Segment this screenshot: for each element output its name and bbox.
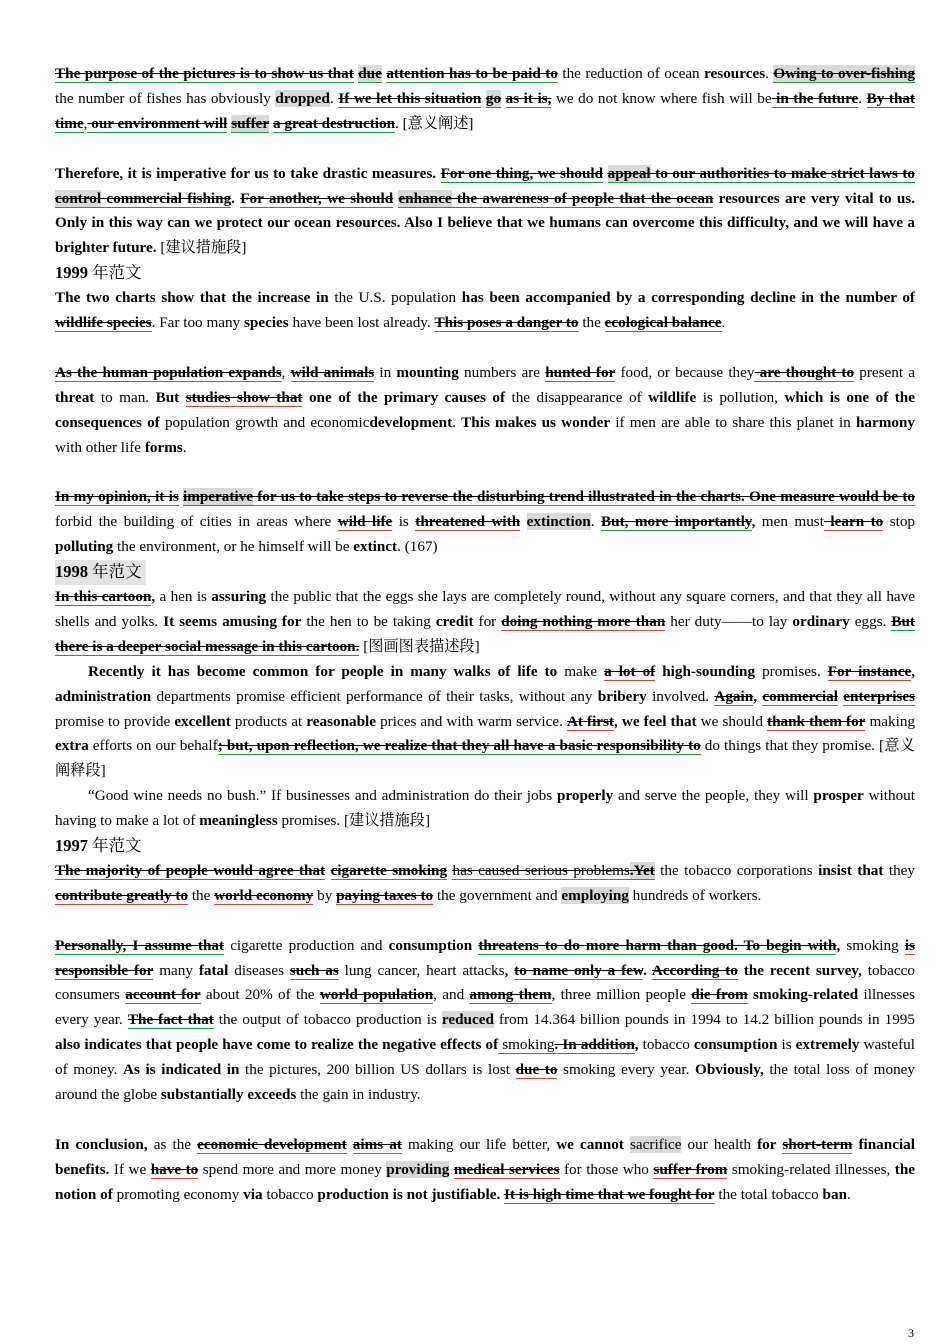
text-span: is xyxy=(392,513,416,531)
text-span: credit xyxy=(435,612,474,630)
text-span: consumption xyxy=(693,1036,778,1054)
text-span: has been accompanied by a corresponding decline in the number of xyxy=(461,289,915,307)
paragraph-conclusion xyxy=(55,1133,915,1208)
heading-year: 1999 xyxy=(55,263,88,283)
text-span: population growth and economic xyxy=(159,413,370,431)
heading-label: 年范文 xyxy=(92,836,142,856)
text-span: short-term xyxy=(782,1135,853,1153)
text-span: due xyxy=(358,65,382,82)
text-span: in the future xyxy=(771,89,859,107)
paragraph-tobacco-harm xyxy=(55,934,915,1108)
text-span: our environment will xyxy=(87,114,228,132)
text-span: Therefore, it is imperative for us to take drastic measures. xyxy=(55,164,441,182)
text-span: hunted for xyxy=(545,363,616,381)
text-span: , xyxy=(281,363,291,381)
text-span: , xyxy=(504,961,515,979)
heading-label: 年范文 xyxy=(92,562,142,582)
text-span: also indicates that people have come to realize the negative effects of xyxy=(55,1036,499,1054)
text-span: . xyxy=(765,65,774,82)
text-span: suffer xyxy=(231,114,270,132)
text-span: thank them for xyxy=(767,712,866,730)
text-span: tobacco consumers xyxy=(55,961,915,1004)
text-span: the total loss of money around the globe xyxy=(55,1061,916,1104)
text-span: In conclusion, xyxy=(55,1135,148,1153)
text-span: stop xyxy=(883,513,916,531)
text-span: . xyxy=(452,413,462,431)
text-span: reasonable xyxy=(306,712,377,730)
text-span: for xyxy=(473,612,502,630)
text-span: extinction xyxy=(526,513,591,531)
text-span: the awareness of people that the ocean xyxy=(451,189,714,207)
document-page xyxy=(55,62,915,1208)
text-span: enhance xyxy=(398,189,452,207)
text-span: forbid the building of cities in areas where xyxy=(55,513,338,531)
text-span: to our authorities to make strict laws to xyxy=(650,164,916,182)
text-span: contribute greatly to xyxy=(55,886,189,904)
text-span: diseases xyxy=(228,961,290,979)
section-tag: [意义阐述] xyxy=(402,114,474,132)
text-span: . In addition xyxy=(554,1036,635,1054)
text-span: prices and with warm service. xyxy=(376,712,567,730)
text-span: the U.S. population xyxy=(328,289,462,307)
text-span: It seems amusing for xyxy=(163,612,302,630)
paragraph-ocean-meaning xyxy=(55,62,915,137)
text-span: die from xyxy=(691,986,748,1004)
text-span: The fact that xyxy=(127,1011,214,1029)
text-span: paying taxes to xyxy=(336,886,434,904)
paragraph-tobacco-intro xyxy=(55,859,915,909)
text-span: commercial xyxy=(762,687,838,705)
text-span: employing xyxy=(561,886,629,904)
text-span: men must xyxy=(755,513,824,531)
text-span: But there is a deeper social message in this cartoon. xyxy=(55,612,915,655)
text-span: wild animals xyxy=(290,363,375,381)
text-span: make xyxy=(557,662,605,680)
text-span: It is high time that we fought for xyxy=(504,1185,715,1203)
text-span: the recent survey, xyxy=(737,961,862,979)
text-span: , and xyxy=(433,986,470,1004)
text-span: enterprises xyxy=(843,687,915,705)
text-span: consumption xyxy=(388,936,473,954)
heading-year: 1997 xyxy=(55,836,88,856)
text-span: we cannot xyxy=(556,1135,631,1153)
text-span: commercial fishing xyxy=(101,189,232,207)
text-span: resources are very vital to us. Only in this way can we protect our ocean resources. Also I believe that we humans can overcome this difficulty, and we will have a brighter future. xyxy=(55,189,915,257)
text-span: economic development xyxy=(197,1135,347,1153)
text-span: the gain in industry. xyxy=(296,1086,421,1104)
text-span: extinct xyxy=(353,538,398,556)
text-span: account for xyxy=(125,986,201,1004)
text-span: control xyxy=(55,189,102,207)
text-span: . xyxy=(847,1185,851,1203)
text-span: sacrifice xyxy=(630,1135,682,1153)
text-span: species xyxy=(244,314,289,332)
text-span: administration xyxy=(55,687,152,705)
text-span: . xyxy=(590,513,601,531)
text-span: with other life xyxy=(55,438,145,456)
text-span: many xyxy=(153,961,199,979)
text-span: the xyxy=(188,886,215,904)
text-span: resources xyxy=(704,65,766,82)
text-span: But, more importantly xyxy=(601,513,752,531)
text-span: Again xyxy=(714,687,754,705)
text-span: have to xyxy=(150,1160,199,1178)
text-span: , three million people xyxy=(551,986,692,1004)
text-span: is pollution, xyxy=(696,388,785,406)
text-span: food, or because they xyxy=(615,363,755,381)
text-span: The two charts show that the increase in xyxy=(55,289,329,307)
text-span: mounting xyxy=(396,363,459,381)
text-span: threatens to do more harm than good. To begin with xyxy=(478,936,837,954)
text-span: , we feel that xyxy=(614,712,697,730)
text-span: involved. xyxy=(646,687,715,705)
text-span: the xyxy=(578,314,605,332)
text-span: appeal xyxy=(607,164,651,182)
text-span: as the xyxy=(147,1135,198,1153)
text-span: cigarette smoking xyxy=(330,861,448,879)
paragraph-charts xyxy=(55,286,915,336)
text-span: the disappearance of xyxy=(505,388,649,406)
text-span: we should xyxy=(696,712,768,730)
text-span: ordinary xyxy=(792,612,850,630)
text-span: threat xyxy=(55,388,95,406)
text-span: . xyxy=(721,314,726,332)
text-span: tobacco xyxy=(262,1185,318,1203)
text-span: meaningless xyxy=(199,812,278,830)
text-span: imperative xyxy=(182,488,253,506)
text-span: one of the primary causes of xyxy=(302,388,505,406)
text-span: By that time xyxy=(55,89,916,132)
text-span: about 20% of the xyxy=(200,986,320,1004)
text-span: our health xyxy=(681,1135,758,1153)
text-span: As the human population expands xyxy=(55,363,282,381)
text-span: properly xyxy=(556,787,614,805)
section-tag: [意义阐释段] xyxy=(55,737,915,780)
text-span: In my opinion, it is xyxy=(55,488,179,506)
text-span: According to xyxy=(651,961,738,979)
text-span: is responsible for xyxy=(55,936,915,979)
text-span: attention has to be paid to xyxy=(386,65,558,82)
text-span: fatal xyxy=(198,961,229,979)
text-span: smoking xyxy=(498,1036,555,1054)
heading-1998 xyxy=(55,560,146,585)
text-span: numbers are xyxy=(458,363,546,381)
heading-label: 年范文 xyxy=(92,263,142,283)
text-span: the output of tobacco production is xyxy=(213,1011,442,1029)
text-span: the number of fishes has obviously xyxy=(55,89,276,107)
text-span: . xyxy=(329,89,339,107)
text-span: providing xyxy=(386,1160,450,1178)
text-span: . xyxy=(395,114,403,132)
text-span: efforts on our behalf xyxy=(88,737,218,755)
text-span: they xyxy=(883,861,916,879)
text-span: in xyxy=(374,363,397,381)
text-span: and serve the people, they will xyxy=(613,787,814,805)
text-span: wild life xyxy=(337,513,393,531)
text-span: the government and xyxy=(433,886,562,904)
text-span: such as xyxy=(289,961,339,979)
text-span: products at xyxy=(230,712,307,730)
heading-1999 xyxy=(55,261,142,286)
text-span: .Yet xyxy=(629,861,655,879)
section-tag: [建议措施段] xyxy=(343,812,431,830)
paragraph-cartoon xyxy=(55,585,915,660)
text-span: is xyxy=(777,1036,796,1054)
text-span: illnesses every year. xyxy=(55,986,915,1029)
text-span: the notion of xyxy=(55,1160,916,1203)
text-span: This makes us wonder xyxy=(461,413,611,431)
text-span: This poses a danger to xyxy=(434,314,579,332)
text-span: , xyxy=(634,1036,639,1054)
text-span: But xyxy=(155,388,186,406)
text-span: without having to make a lot of xyxy=(55,787,915,830)
text-span: bribery xyxy=(597,687,647,705)
text-span: The majority of people would agree that xyxy=(55,861,326,879)
text-span: . xyxy=(643,961,652,979)
text-span: If we xyxy=(109,1160,151,1178)
text-span: . xyxy=(858,89,867,107)
paragraph-ocean-measures xyxy=(55,162,915,262)
text-span: learn to xyxy=(823,513,884,531)
text-span: . xyxy=(231,189,241,207)
text-span: has caused serious problems xyxy=(452,861,630,879)
text-span: due to xyxy=(515,1061,558,1079)
text-span: ecological balance xyxy=(604,314,722,332)
text-span: smoking xyxy=(840,936,905,954)
text-span: aims at xyxy=(352,1135,402,1153)
text-span: a hen is xyxy=(155,587,212,605)
text-span: , xyxy=(151,587,156,605)
paragraph-opinion xyxy=(55,485,915,560)
text-span: cigarette production and xyxy=(224,936,389,954)
text-span: studies show that xyxy=(185,388,303,406)
text-span: The purpose of the pictures is to show us that xyxy=(55,65,354,82)
text-span: if men are able to share this planet in xyxy=(610,413,856,431)
text-span: , xyxy=(911,662,916,680)
text-span: go xyxy=(485,89,502,107)
text-span: In this cartoon xyxy=(55,587,152,605)
text-span: eggs. xyxy=(849,612,892,630)
text-span: the tobacco corporations xyxy=(654,861,819,879)
text-span: Owing to over-fishing xyxy=(773,65,916,82)
text-span: wasteful of money. xyxy=(55,1036,915,1079)
text-span: . (167) xyxy=(397,538,438,556)
text-span: assuring xyxy=(211,587,267,605)
text-span: by xyxy=(313,886,337,904)
text-span: a great destruction xyxy=(272,114,396,132)
heading-year: 1998 xyxy=(55,562,88,582)
text-span: world population xyxy=(319,986,434,1004)
text-span: For one thing, we should xyxy=(440,164,604,182)
text-span: lung cancer, heart attacks xyxy=(338,961,505,979)
text-span: doing nothing more than xyxy=(501,612,666,630)
text-span: promises. xyxy=(755,662,828,680)
text-span: making xyxy=(865,712,916,730)
text-span: financial benefits. xyxy=(55,1135,916,1178)
text-span: as it is, xyxy=(505,89,552,107)
text-span: development xyxy=(369,413,453,431)
text-span: we do not know where fish will be xyxy=(551,89,772,107)
text-span: spend more and more money xyxy=(198,1160,387,1178)
text-span: tobacco xyxy=(638,1036,694,1054)
text-span: are thought to xyxy=(754,363,855,381)
text-span: to man. xyxy=(94,388,156,406)
text-span: smoking-related illnesses, xyxy=(727,1160,895,1178)
text-span: , xyxy=(83,114,88,132)
text-span: the reduction of ocean xyxy=(557,65,705,82)
text-span: hundreds of workers. xyxy=(628,886,762,904)
text-span: Obviously, xyxy=(695,1061,764,1079)
text-span: prosper xyxy=(813,787,864,805)
text-span: insist that xyxy=(818,861,884,879)
text-span: . Far too many xyxy=(151,314,244,332)
text-span: Personally, I assume that xyxy=(55,936,225,954)
text-span: harmony xyxy=(855,413,916,431)
text-span: extremely xyxy=(795,1036,860,1054)
text-span: promise to provide xyxy=(55,712,175,730)
text-span: world economy xyxy=(214,886,314,904)
text-span: ; but, upon reflection, we realize that they all have a basic responsibility to xyxy=(217,737,701,755)
text-span: via xyxy=(243,1185,263,1203)
text-span: threatened with xyxy=(415,513,521,531)
text-span: making our life better, xyxy=(401,1135,557,1153)
text-span: for xyxy=(757,1135,783,1153)
text-span: If we let this situation xyxy=(338,89,482,107)
paragraph-wildlife xyxy=(55,361,915,461)
text-span: , xyxy=(753,687,763,705)
text-span: medical services xyxy=(453,1160,560,1178)
section-tag: [图画图表描述段] xyxy=(359,637,480,655)
text-span: to name only a few xyxy=(514,961,644,979)
text-span: from 14.364 billion pounds in 1994 to 14.2 billion pounds in 1995 xyxy=(493,1011,915,1029)
text-span: promises. xyxy=(277,812,344,830)
text-span: suffer from xyxy=(653,1160,728,1178)
text-span: wildlife xyxy=(648,388,697,406)
text-span: At first xyxy=(566,712,615,730)
text-span: her duty——to lay xyxy=(665,612,793,630)
text-span xyxy=(347,1136,353,1153)
text-span: among them xyxy=(469,986,552,1004)
text-span: dropped xyxy=(275,89,330,107)
page-number: 3 xyxy=(908,1326,914,1340)
text-span: smoking-related xyxy=(747,986,859,1004)
text-span: have been lost already. xyxy=(288,314,435,332)
text-span: the hen to be taking xyxy=(301,612,436,630)
text-span: which is one of the consequences of xyxy=(55,388,915,431)
text-span: substantially exceeds xyxy=(160,1086,297,1104)
text-span: For another, we should xyxy=(240,189,394,207)
text-span: do things that they promise. xyxy=(700,737,880,755)
text-span: As is indicated in xyxy=(123,1061,240,1079)
text-span: “Good wine needs no bush.” If businesses and administration do their jobs xyxy=(88,787,557,805)
text-span: forms xyxy=(144,438,183,456)
text-span: the public that the eggs she lays are completely round, without any square corners, and that they all have shells and yolks. xyxy=(55,587,915,630)
text-span: a lot of xyxy=(604,662,656,680)
text-span: promoting economy xyxy=(112,1185,244,1203)
text-span: polluting xyxy=(55,538,114,556)
text-span: For instance xyxy=(827,662,912,680)
paragraph-good-wine xyxy=(55,784,915,834)
text-span: for those who xyxy=(559,1160,654,1178)
paragraph-promises xyxy=(55,660,915,785)
text-span: production is not justifiable. xyxy=(317,1185,501,1203)
text-span: smoking every year. xyxy=(557,1061,696,1079)
text-span: Recently it has become common for people in many walks of life to xyxy=(88,662,558,680)
text-span: extra xyxy=(55,737,89,755)
text-span: excellent xyxy=(174,712,231,730)
text-span: the total tobacco xyxy=(714,1185,823,1203)
text-span: wildlife species xyxy=(55,314,152,332)
text-span: the pictures, 200 billion US dollars is lost xyxy=(239,1061,516,1079)
section-tag: [建议措施段] xyxy=(160,239,247,257)
text-span: . xyxy=(182,438,187,456)
text-span: the environment, or he himself will be xyxy=(113,538,354,556)
text-span: departments promise efficient performance of their tasks, without any xyxy=(151,687,598,705)
text-span: ban xyxy=(822,1185,848,1203)
text-span: , xyxy=(751,513,756,531)
text-span: , xyxy=(836,936,841,954)
text-span: present a xyxy=(854,363,916,381)
text-span: reduced xyxy=(441,1011,494,1029)
text-span: high-sounding xyxy=(655,662,756,680)
heading-1997 xyxy=(55,834,142,859)
text-span: for us to take steps to reverse the disturbing trend illustrated in the charts. One measure would be to xyxy=(253,488,916,506)
